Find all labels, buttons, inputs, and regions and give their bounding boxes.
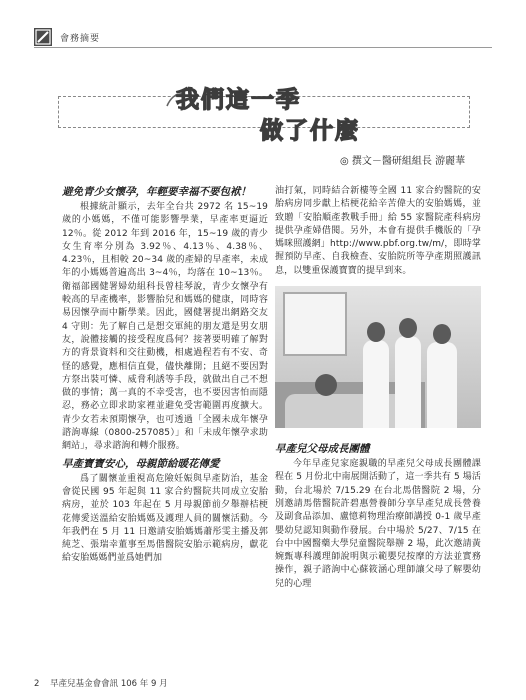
page-title-line1: 我們這一季 bbox=[176, 87, 301, 113]
section-body-teen-pregnancy: 根據統計顯示，去年全台共 2972 名 15~19 歲的小媽媽，不僅可能影響學業，早產率更逼近 12％。從 2012 年到 2016 年，15~19 歲的青少女生育率分別為 3.92％、4.13％、4.38％、4.23％，且相較 20~34 歲的產婦的早產率，未成年的小媽媽普遍高出 3~4％，均落在 10~13％。衛福部國健署婦幼組科長曾桂琴說，青少女懷孕有較高的早產機率，影響胎兒和媽媽的健康，同時容易因懷孕而中斷學業。因此，國健署提出網路交友 4 守則：先了解自己是想交軍純的朋友還是男女朋友，說體接觸的接受程度爲何？接著要明確了解對方的背景資料和交往動機，相處過程若有不安、奇怪的感覺，應相信直覺，儘快離開；且絕不要因對方祭出裝可憐、威脅利誘等手段，就做出自己不想做的事情；萬一真的不幸受害，也不要因害怕而隱忍，務必立即求助家裡並避免受害範圍再度擴大。青少女若未預期懷孕，也可透過「全國未成年懷孕諮詢專線（0800-257085）」和「未成年懷孕求助網站」，尋求諮詢和轉介服務。 bbox=[62, 202, 268, 452]
header-divider bbox=[34, 47, 492, 48]
event-photo bbox=[275, 286, 481, 428]
page-footer bbox=[34, 677, 168, 689]
page-title-line2: 做了什麼 bbox=[260, 118, 360, 144]
section-body-mothers-day-continued: 油打氣，同時結合新樓等全國 11 家合約醫院的安胎病房同步獻上桔梗花給辛苦偉大的安胎媽媽，並致贈「安胎順產教戰手冊」給 55 家醫院產科病房提供孕產婦借閱。另外，本會有提供手機版的「孕媽咪照護網」http://www.pbf.org.tw/m/，即時掌握預防早產、自我檢查、安胎院所等孕產期照護訊息，以雙重保護寶寶的提早到來。 bbox=[275, 186, 481, 276]
section-heading-teen-pregnancy: 避免青少女懷孕，年輕要幸福不要包袱！ bbox=[62, 186, 251, 198]
section-heading-parent-group: 早產兒父母成長團體 bbox=[275, 443, 370, 456]
section-body-parent-group: 今年早產兒家庭親職的早產兒父母成長團體課程在 5 月份北中南展開活動了，這一季共有 5 場活動，台北場於 7/15.29 在台北馬偕醫院 2 場，分別邀請馬偕醫院許碧惠營養師分享早產兒成長營養及副食品添加、盧憶莉物理治療師講授 0-1 歲早產嬰幼兒認知與動作發展。台中場於 5/27、7/15 在台中中國醫藥大學兒童醫院舉辦 2 場，此次邀請黃婉甄專科護理師說明與示範嬰兒按摩的方法並實務操作，親子諮詢中心蘇筱涵心理師讓父母了解嬰幼兒的心理 bbox=[275, 459, 481, 589]
right-column bbox=[275, 185, 481, 591]
section-heading-mothers-day: 早產寶寶安心，母親節給暖花傳愛 bbox=[62, 457, 220, 470]
page-number: 2 bbox=[34, 679, 40, 689]
slash-square-icon bbox=[35, 29, 51, 45]
section-body-mothers-day: 爲了關懷並重視高危險妊娠與早產防治，基金會從民國 95 年起與 11 家合約醫院共同成立安胎病房，並於 103 年起在 5 月母親節前夕舉辦桔梗花傳愛送溫給安胎媽媽及護理人員的關懷活動。今年我們在 5 月 11 日邀請安胎媽媽蕭彤雯主播及郭純芝、張瑞幸董事至馬偕醫院安胎示範病房，獻花給安胎媽媽們並爲她們加 bbox=[62, 473, 268, 564]
section-logo bbox=[34, 28, 52, 46]
footer-text: 早產兒基金會會訊 106 年 9 月 bbox=[50, 679, 168, 689]
header-label: 會務摘要 bbox=[60, 34, 101, 44]
left-column bbox=[62, 185, 268, 566]
author-byline: ◎ 撰文－醫研組組長 游麗華 bbox=[340, 156, 466, 167]
